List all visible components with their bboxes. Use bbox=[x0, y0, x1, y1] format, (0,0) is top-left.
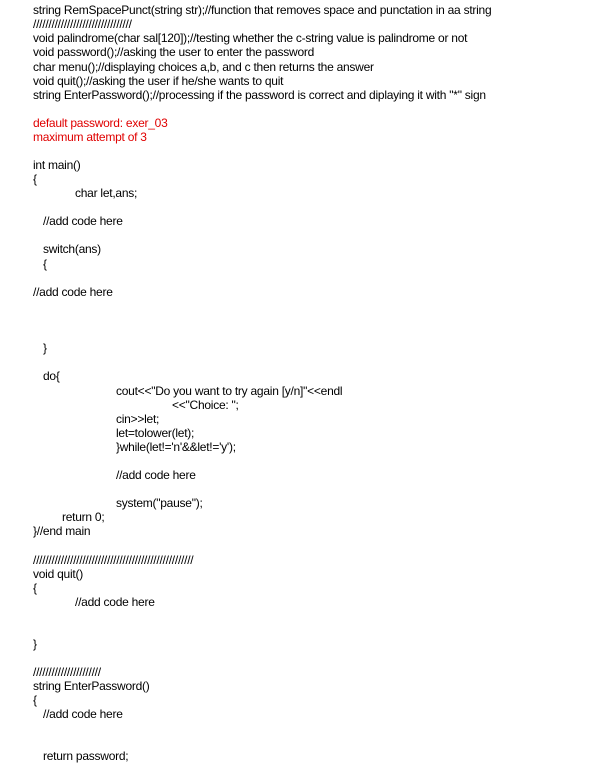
max-attempt-note: maximum attempt of 3 bbox=[33, 130, 147, 144]
code-line-cin: cin>>let; bbox=[116, 412, 160, 426]
code-line-separator: //////////////////////////////// bbox=[33, 17, 132, 31]
code-line-switch: switch(ans) bbox=[43, 242, 101, 256]
code-comment-add-code: //add code here bbox=[75, 595, 155, 609]
code-line-menu-prototype: char menu();//displaying choices a,b, and c then returns the answer bbox=[33, 60, 374, 74]
code-line-separator: //////////////////////////////////////////////////// bbox=[33, 553, 194, 567]
code-line-password-prototype: void password();//asking the user to enter the password bbox=[33, 45, 315, 59]
code-line-open-brace: { bbox=[43, 257, 47, 271]
code-line-separator: ////////////////////// bbox=[33, 665, 101, 679]
code-line-open-brace: { bbox=[33, 172, 37, 186]
code-line-end-main: }//end main bbox=[33, 524, 91, 538]
code-line-open-brace: { bbox=[33, 581, 37, 595]
code-comment-add-code: //add code here bbox=[116, 468, 196, 482]
code-line-quit-prototype: void quit();//asking the user if he/she wants to quit bbox=[33, 74, 284, 88]
code-line-choice: <<"Choice: "; bbox=[172, 398, 239, 412]
code-comment-add-code: //add code here bbox=[43, 214, 123, 228]
code-line-open-brace: { bbox=[33, 693, 37, 707]
code-line-enterpassword-signature: string EnterPassword() bbox=[33, 679, 150, 693]
code-line-tolower: let=tolower(let); bbox=[116, 426, 195, 440]
code-line-close-brace: } bbox=[33, 637, 37, 651]
code-line-do: do{ bbox=[43, 369, 60, 383]
default-password-note: default password: exer_03 bbox=[33, 116, 168, 130]
code-line-system-pause: system("pause"); bbox=[116, 496, 203, 510]
code-line-enterpassword-prototype: string EnterPassword();//processing if the password is correct and diplaying it with "*" sign bbox=[33, 88, 486, 102]
code-line-main-signature: int main() bbox=[33, 158, 81, 172]
code-line-palindrome-prototype: void palindrome(char sal[120]);//testing whether the c-string value is palindrome or not bbox=[33, 31, 468, 45]
code-line-close-brace: } bbox=[43, 341, 47, 355]
code-line-return-zero: return 0; bbox=[62, 510, 105, 524]
code-comment-add-code: //add code here bbox=[43, 707, 123, 721]
code-line-remspacepunct-prototype: string RemSpacePunct(string str);//function that removes space and punctation in aa string bbox=[33, 3, 492, 17]
code-comment-add-code: //add code here bbox=[33, 285, 113, 299]
code-line-cout: cout<<"Do you want to try again [y/n]"<<endl bbox=[116, 384, 343, 398]
code-line-char-decl: char let,ans; bbox=[75, 186, 138, 200]
code-line-quit-signature: void quit() bbox=[33, 567, 83, 581]
code-line-return-password: return password; bbox=[43, 749, 129, 763]
code-line-while: }while(let!='n'&&let!='y'); bbox=[116, 440, 236, 454]
